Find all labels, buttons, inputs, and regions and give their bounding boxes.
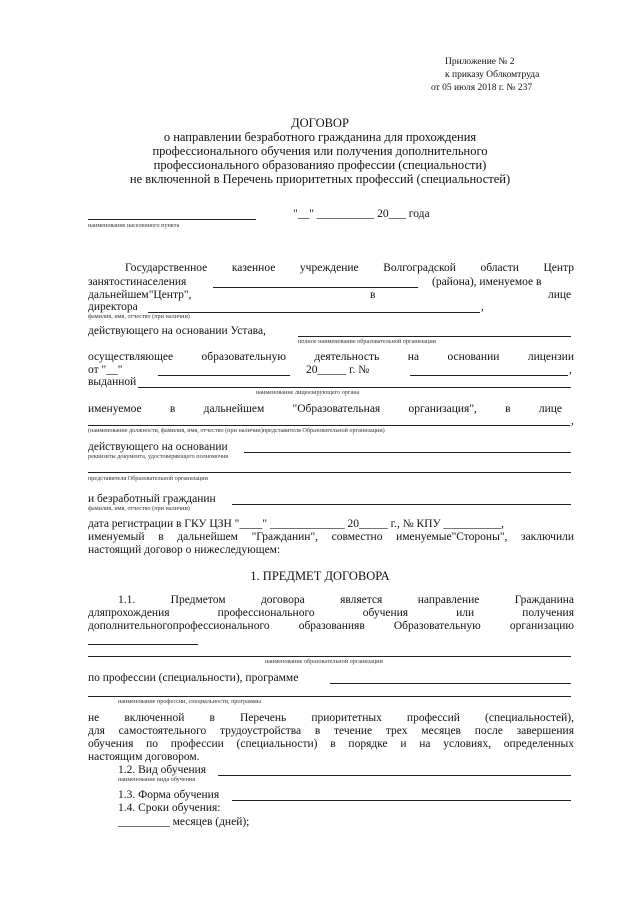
clause-1-1-line-2: дляпрохождения профессионального обучения или получения: [88, 607, 574, 619]
license-month-field[interactable]: [158, 375, 290, 376]
appendix-number: Приложение № 2: [445, 57, 515, 67]
profession-label: по профессии (специальности), программе: [88, 672, 299, 684]
preamble-line-3b: в: [370, 289, 376, 301]
caption-fio-director: фамилия, имя, отчество (при наличии): [88, 313, 190, 320]
license-line-1: осуществляющее образовательную деятельность на основании лицензии: [88, 351, 574, 363]
representative-field[interactable]: [88, 425, 570, 426]
edu-org-named: именуемое в дальнейшем "Образовательная организация", в лице: [88, 403, 562, 415]
comma: ,: [481, 301, 484, 313]
document-subtitle-3: профессионального образованияо профессии (специальности): [153, 158, 487, 172]
authority-document-field[interactable]: [244, 452, 571, 453]
citizen-name-field[interactable]: [232, 504, 571, 505]
license-date: от "__": [88, 364, 123, 376]
preamble-line-2b: (района), именуемое в: [432, 276, 542, 288]
preamble-line-1: Государственное казенное учреждение Волгоградской области Центр: [125, 262, 574, 274]
parties-line: именуемый в дальнейшем "Гражданин", совместно именуемые"Стороны", заключили: [88, 531, 574, 543]
clause-1-1-line-4: не включенной в Перечень приоритетных профессий (специальностей),: [88, 712, 574, 724]
caption-rep-org: представителя Образовательной организации: [88, 475, 208, 482]
training-form-field[interactable]: [232, 800, 571, 801]
place-field[interactable]: [88, 219, 256, 220]
license-issued-by: выданной: [88, 376, 137, 388]
caption-edu-org-name: наименование образовательной организации: [265, 658, 383, 665]
district-field[interactable]: [213, 287, 418, 288]
clause-1-3: 1.3. Форма обучения: [118, 789, 220, 801]
training-duration: _________ месяцев (дней);: [118, 816, 250, 828]
profession-field-1[interactable]: [330, 683, 571, 684]
profession-field-2[interactable]: [88, 696, 571, 697]
preamble-line-4: директора: [88, 301, 138, 313]
caption-representative: (наименование должности, фамилия, имя, отчество (при наличии)представителя Образовательной организации): [88, 427, 385, 434]
caption-org-full-name: полное наименование образовательной организации: [298, 338, 436, 345]
clause-1-1-line-7: настоящим договором.: [88, 751, 200, 763]
org-full-name-field[interactable]: [298, 336, 571, 337]
clause-1-1-line-6: обучения по профессии (специальности) в порядке и на условиях, определенных: [88, 738, 574, 750]
comma: ,: [569, 364, 572, 376]
licensing-body-field[interactable]: [138, 387, 571, 388]
document-subtitle-1: о направлении безработного гражданина для прохождения: [163, 130, 477, 144]
clause-1-1-line-3: дополнительногопрофессионального образованияв Образовательную организацию: [88, 620, 574, 632]
section-1-heading: 1. ПРЕДМЕТ ДОГОВОРА: [250, 569, 390, 583]
caption-licensing-body: наименование лицензирующего органа: [256, 389, 360, 396]
acting-basis: действующего на основании: [88, 441, 228, 453]
preamble-line-2a: занятостинаселения: [88, 276, 187, 288]
preamble-line-3a: дальнейшем"Центр",: [88, 289, 192, 301]
order-reference: к приказу Облкомтруда: [445, 70, 540, 80]
training-type-field[interactable]: [218, 775, 571, 776]
license-year-number: 20_____ г. №: [306, 364, 370, 376]
clause-1-4: 1.4. Сроки обучения:: [118, 802, 221, 814]
edu-org-field-2[interactable]: [88, 656, 571, 657]
comma: ,: [571, 415, 574, 427]
clause-1-2: 1.2. Вид обучения: [118, 764, 207, 776]
place-caption: наименование населенного пункта: [88, 222, 180, 229]
contract-date: "__" __________ 20___ года: [293, 208, 430, 220]
license-number-field[interactable]: [410, 375, 568, 376]
clause-1-1-line-5: для самостоятельного трудоустройства в течение трех месяцев после завершения: [88, 725, 574, 737]
caption-profession: наименование профессии, специальности, программы: [118, 698, 261, 705]
document-title: ДОГОВОР: [291, 116, 349, 130]
order-date: от 05 июля 2018 г. № 237: [431, 83, 533, 93]
agreement-line: настоящий договор о нижеследующем:: [88, 544, 281, 556]
caption-authority-document: реквизиты документа, удостоверяющего полномочия: [88, 453, 229, 460]
preamble-line-3c: лице: [548, 289, 572, 301]
preamble-statute: действующего на основании Устава,: [88, 325, 266, 337]
document-subtitle-4: не включенной в Перечень приоритетных профессий (специальностей): [129, 172, 511, 186]
caption-training-type: наименование вида обучения: [118, 776, 196, 783]
registration-date-line: дата регистрации в ГКУ ЦЗН "____" _____________ 20_____ г., № КПУ __________,: [88, 518, 504, 530]
document-subtitle-2: профессионального обучения или получения дополнительного: [152, 144, 488, 158]
edu-org-field-1[interactable]: [88, 644, 198, 645]
authority-document-field-2[interactable]: [88, 472, 571, 473]
director-name-field[interactable]: [148, 312, 480, 313]
unemployed-citizen: и безработный гражданин: [88, 493, 216, 505]
clause-1-1-line-1: 1.1. Предметом договора является направление Гражданина: [118, 594, 574, 606]
caption-fio-citizen: фамилия, имя, отчество (при наличии): [88, 505, 190, 512]
